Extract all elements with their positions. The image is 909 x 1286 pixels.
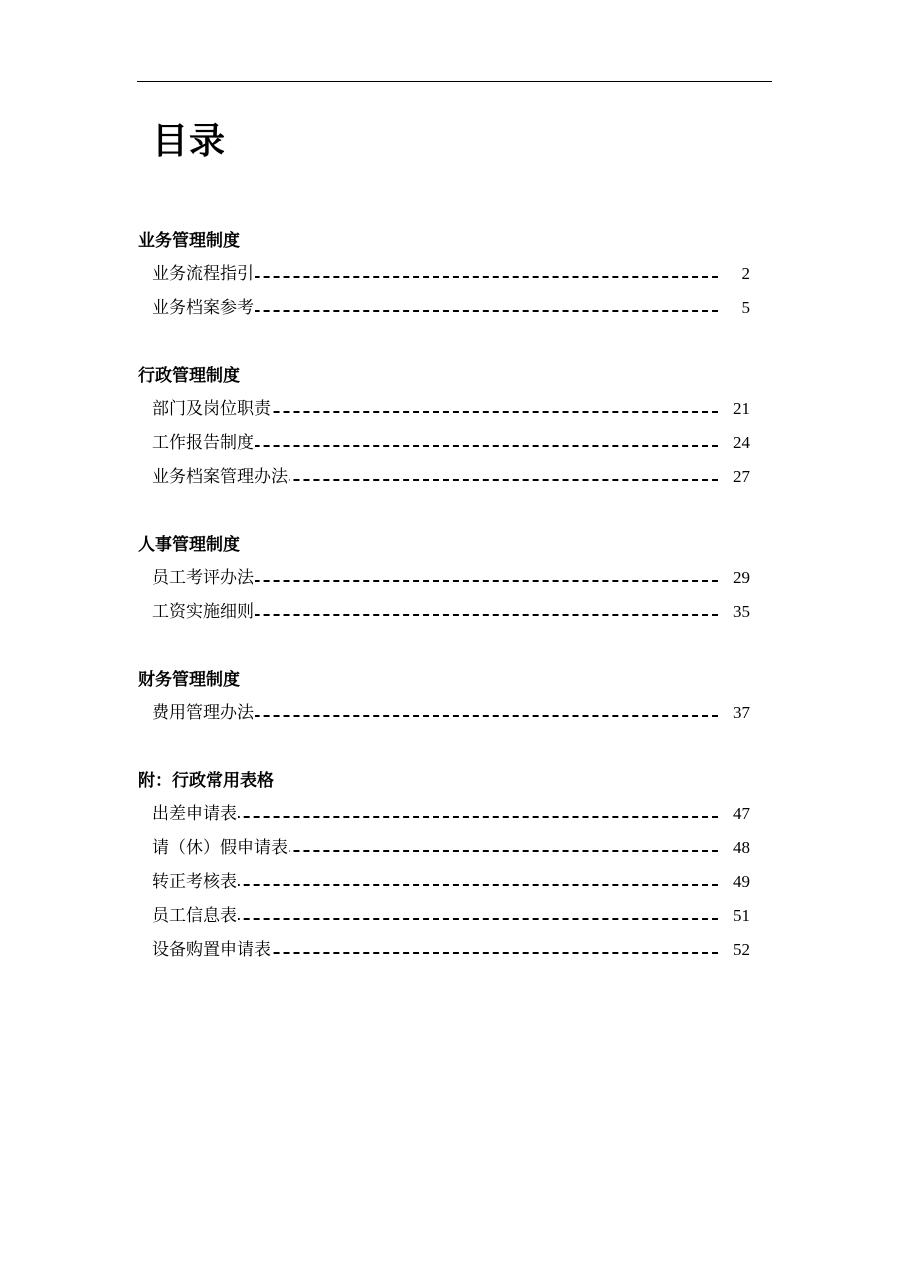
toc-entry-label: 转正考核表 — [152, 872, 237, 892]
toc-entry[interactable] — [152, 263, 768, 285]
dot-leader — [154, 918, 718, 920]
toc-entry[interactable] — [152, 432, 768, 454]
toc-page-number: 51 — [733, 906, 750, 925]
toc-entry[interactable] — [152, 297, 768, 319]
toc-entry[interactable] — [152, 939, 768, 961]
toc-entry[interactable] — [152, 905, 768, 927]
toc-page-number: 27 — [733, 467, 750, 486]
toc-entry-label: 请（休）假申请表 — [152, 838, 288, 858]
section-heading: 附：行政常用表格 — [138, 771, 274, 791]
toc-entry-label: 员工考评办法 — [152, 568, 254, 588]
header-rule — [137, 81, 772, 82]
toc-entry[interactable] — [152, 567, 768, 589]
toc-entry-label: 员工信息表 — [152, 906, 237, 926]
toc-entry[interactable] — [152, 803, 768, 825]
toc-entry-label: 工作报告制度 — [152, 433, 254, 453]
toc-entry[interactable] — [152, 871, 768, 893]
toc-entry-label: 业务档案管理办法 — [152, 467, 288, 487]
toc-entry-label: 费用管理办法 — [152, 703, 254, 723]
section-heading: 业务管理制度 — [138, 231, 240, 251]
toc-page-number: 37 — [733, 703, 750, 722]
dot-leader — [154, 816, 718, 818]
toc-page-number: 49 — [733, 872, 750, 891]
toc-page-number: 35 — [733, 602, 750, 621]
toc-page-number: 47 — [733, 804, 750, 823]
section-heading: 行政管理制度 — [138, 366, 240, 386]
toc-entry-label: 出差申请表 — [152, 804, 237, 824]
toc-entry-label: 业务档案参考 — [152, 298, 254, 318]
toc-entry-label: 设备购置申请表 — [152, 940, 271, 960]
toc-entry[interactable] — [152, 601, 768, 623]
toc-page-number: 48 — [733, 838, 750, 857]
toc-page-number: 52 — [733, 940, 750, 959]
toc-entry[interactable] — [152, 466, 768, 488]
section-heading: 财务管理制度 — [138, 670, 240, 690]
toc-entry-label: 工资实施细则 — [152, 602, 254, 622]
toc-page-number: 21 — [733, 399, 750, 418]
toc-page-number: 24 — [733, 433, 750, 452]
toc-entry[interactable] — [152, 398, 768, 420]
section-heading: 人事管理制度 — [138, 535, 240, 555]
toc-entry[interactable] — [152, 702, 768, 724]
document-title: 目录 — [152, 121, 227, 162]
toc-page-number: 29 — [733, 568, 750, 587]
toc-page-number: 2 — [741, 264, 750, 283]
toc-entry-label: 部门及岗位职责 — [152, 399, 271, 419]
toc-page-number: 5 — [741, 298, 750, 317]
dot-leader — [154, 884, 718, 886]
toc-entry-label: 业务流程指引 — [152, 264, 254, 284]
toc-entry[interactable] — [152, 837, 768, 859]
